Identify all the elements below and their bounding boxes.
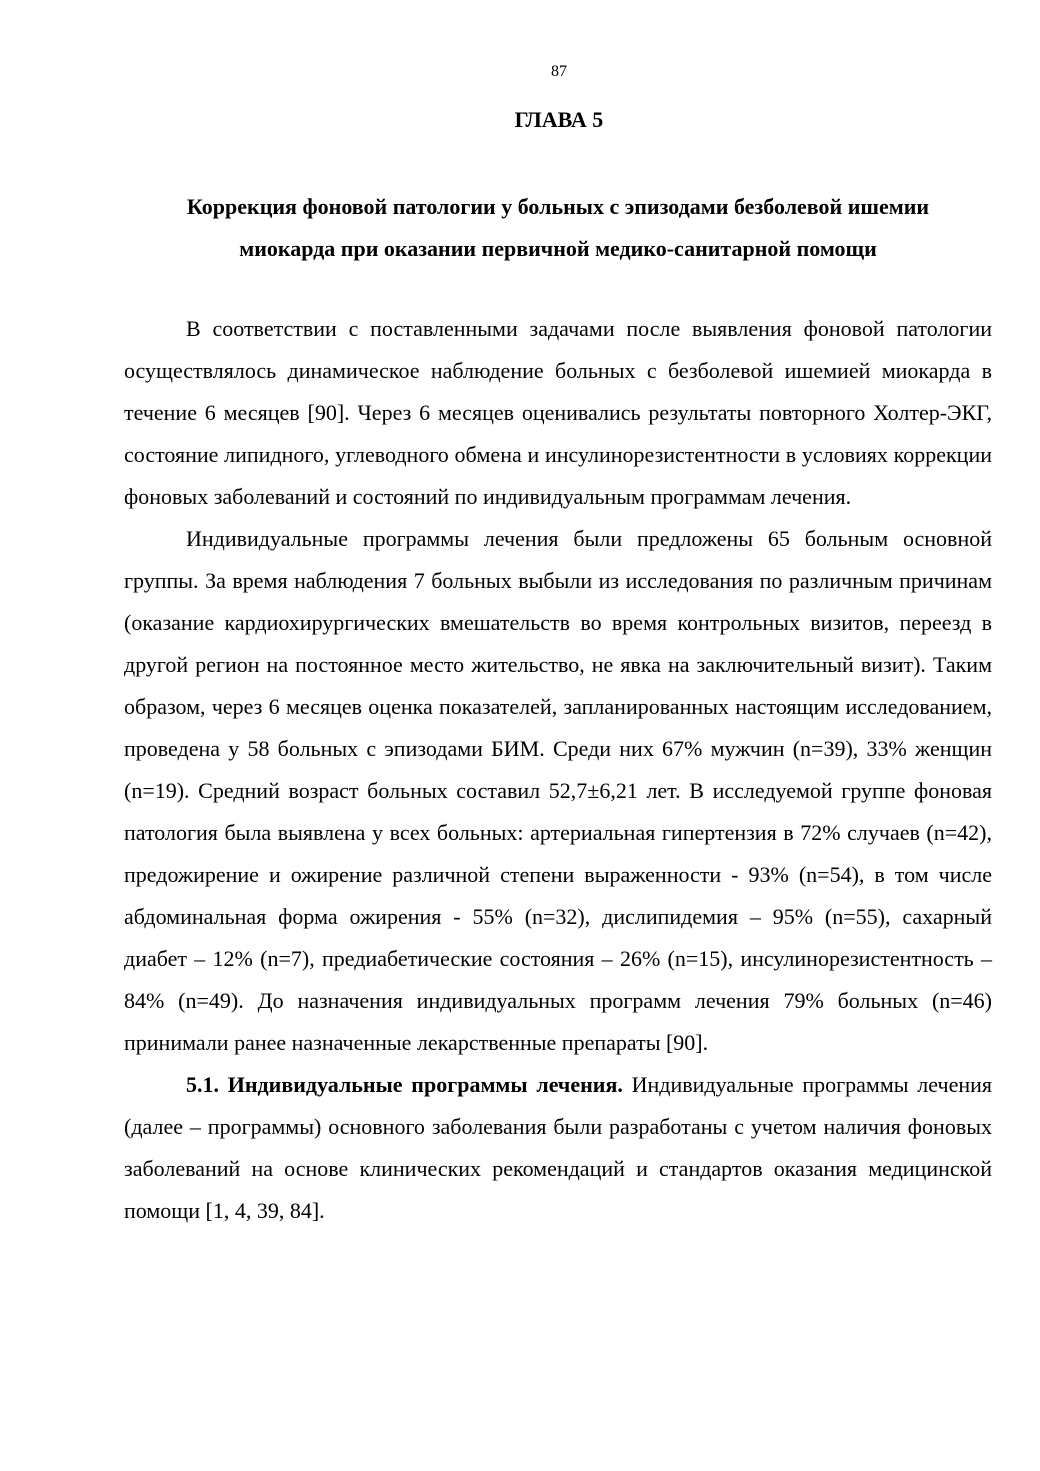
section-heading: 5.1. Индивидуальные программы лечения. bbox=[186, 1072, 623, 1097]
chapter-title-line: миокарда при оказании первичной медико-санитарной помощи bbox=[239, 236, 877, 261]
chapter-title-line: Коррекция фоновой патологии у больных с эпизодами безболевой ишемии bbox=[186, 194, 930, 219]
paragraph: Индивидуальные программы лечения были предложены 65 больным основной группы. За время наблюдения 7 больных выбыли из исследования по различным причинам (оказание кардиохирургических вмешательств во время контрольных визитов, переезд в другой регион на постоянное место жительство, не явка на заключительный визит). Таким образом, через 6 месяцев оценка показателей, запланированных настоящим исследованием, проведена у 58 больных с эпизодами БИМ. Среди них 67% мужчин (n=39), 33% женщин (n=19). Средний возраст больных составил 52,7±6,21 лет. В исследуемой группе фоновая патология была выявлена у всех больных: артериальная гипертензия в 72% случаев (n=42), предожирение и ожирение различной степени выраженности - 93% (n=54), в том числе абдоминальная форма ожирения - 55% (n=32), дислипидемия – 95% (n=55), сахарный диабет – 12% (n=7), предиабетические состояния – 26% (n=15), инсулинорезистентность – 84% (n=49). До назначения индивидуальных программ лечения 79% больных (n=46) принимали ранее назначенные лекарственные препараты [90]. bbox=[124, 526, 992, 1055]
section-paragraph bbox=[124, 1064, 992, 1232]
body-text bbox=[124, 308, 992, 1232]
section-text: Индивидуальные программы лечения (далее – программы) основного заболевания были разработаны с учетом наличия фоновых заболеваний на основе клинических рекомендаций и стандартов оказания медицинской помощи [1, 4, 39, 84]. bbox=[124, 1072, 992, 1223]
paragraph: В соответствии с поставленными задачами после выявления фоновой патологии осуществлялось динамическое наблюдение больных с безболевой ишемией миокарда в течение 6 месяцев [90]. Через 6 месяцев оценивались результаты повторного Холтер-ЭКГ, состояние липидного, углеводного обмена и инсулинорезистентности в условиях коррекции фоновых заболеваний и состояний по индивидуальным программам лечения. bbox=[124, 316, 992, 509]
page-number: 87 bbox=[551, 63, 567, 80]
chapter-title bbox=[124, 186, 992, 270]
chapter-heading: ГЛАВА 5 bbox=[514, 107, 604, 132]
